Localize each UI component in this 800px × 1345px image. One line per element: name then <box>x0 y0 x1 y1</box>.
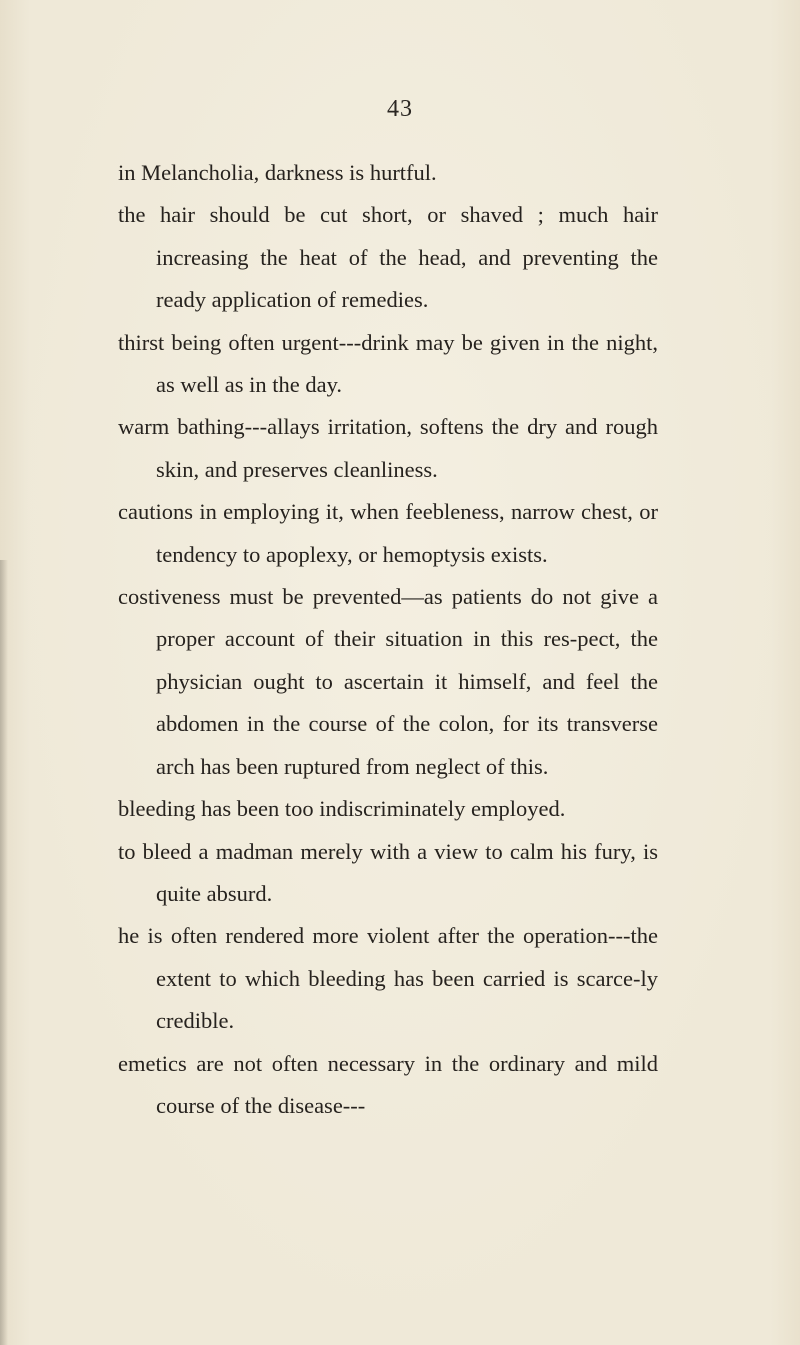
paragraph-darkness: in Melancholia, darkness is hurtful. <box>118 160 437 185</box>
page-number: 43 <box>387 96 413 122</box>
page-binding-shadow <box>0 560 8 1345</box>
paragraph-hair: the hair should be cut short, or shaved ; much hair increasing the heat of the head, and preventing the ready application of remedies. <box>118 202 658 313</box>
paragraph-warm-bathing: warm bathing---allays irritation, softens the dry and rough skin, and preserves cleanliness. <box>118 414 658 482</box>
paragraph-violent: he is often rendered more violent after the operation---the extent to which bleeding has been carried is scarce-ly credible. <box>118 923 658 1034</box>
paragraph-thirst: thirst being often urgent---drink may be given in the night, as well as in the day. <box>118 329 658 398</box>
paragraph-bleed-madman: to bleed a madman merely with a view to calm his fury, is quite absurd. <box>118 838 658 906</box>
paragraph-emetics: emetics are not often necessary in the ordinary and mild course of the disease--- <box>118 1050 658 1118</box>
body-text <box>118 152 658 1127</box>
paragraph-cautions: cautions in employing it, when feebleness, narrow chest, or tendency to apoplexy, or hemoptysis exists. <box>118 499 658 567</box>
paragraph-costiveness: costiveness must be prevented—as patients do not give a proper account of their situation in this res-pect, the physician ought to ascertain it himself, and feel the abdomen in the course of the colon, for its transverse arch has been ruptured from neglect of this. <box>118 584 658 779</box>
paragraph-bleeding: bleeding has been too indiscriminately employed. <box>118 796 566 822</box>
